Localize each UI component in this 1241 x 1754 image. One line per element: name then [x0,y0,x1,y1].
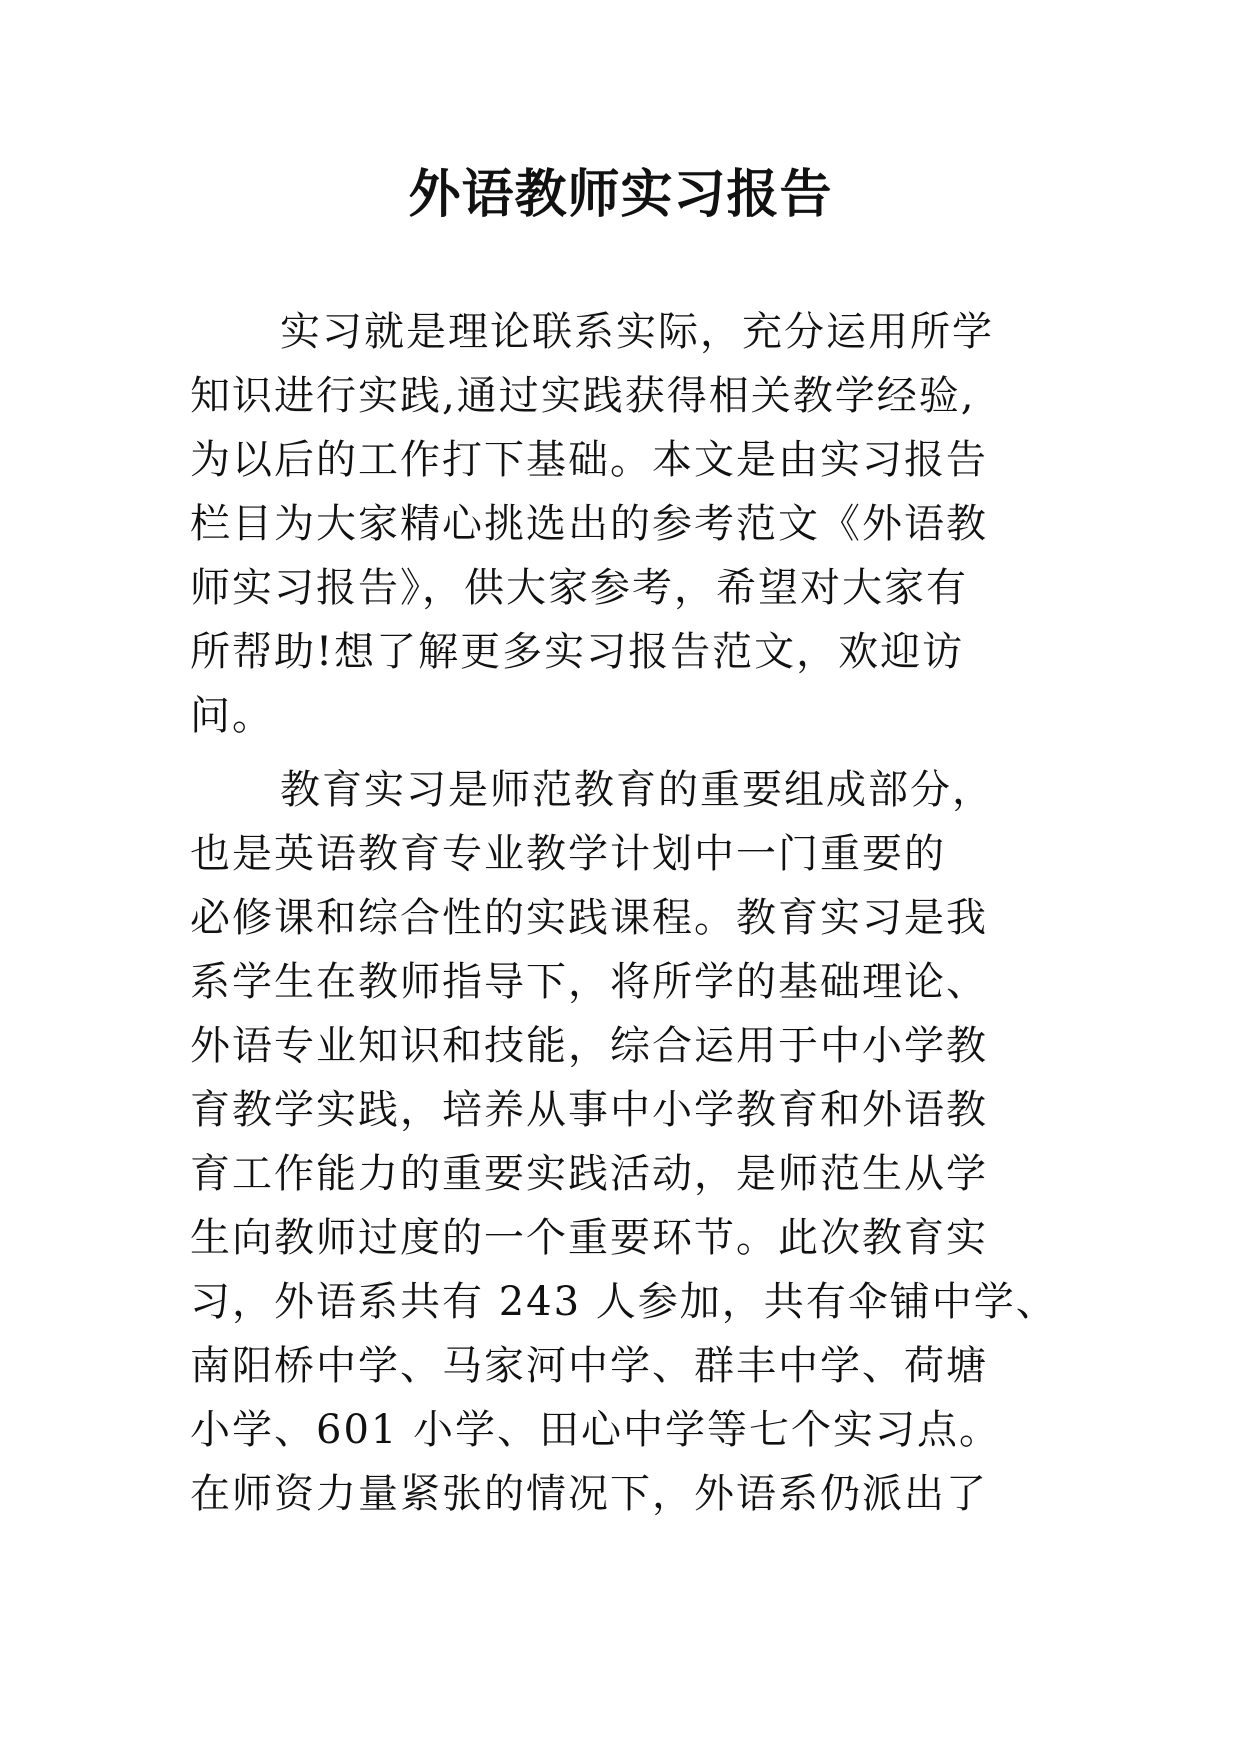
paragraph2-line-10: 南阳桥中学、马家河中学、群丰中学、荷塘 [190,1343,988,1389]
paragraph2-line-1: 教育实习是师范教育的重要组成部分， [280,767,994,813]
paragraph2-line-4: 系学生在教师指导下，将所学的基础理论、 [190,959,988,1005]
paragraph2-line-6: 育教学实践，培养从事中小学教育和外语教 [190,1087,988,1133]
document-title: 外语教师实习报告 [408,164,833,225]
paragraph1-line-7: 问。 [190,693,274,739]
paragraph1-line-2: 知识进行实践,通过实践获得相关教学经验, [190,373,976,419]
paragraph2-line-8: 生向教师过度的一个重要环节。此次教育实 [190,1215,988,1261]
paragraph2-line-12: 在师资力量紧张的情况下，外语系仍派出了 [190,1471,988,1517]
paragraph1-line-6: 所帮助!想了解更多实习报告范文，欢迎访 [190,629,965,675]
paragraph2-line-5: 外语专业知识和技能，综合运用于中小学教 [190,1023,988,1069]
paragraph2-line-11: 小学、601 小学、田心中学等七个实习点。 [190,1407,1002,1453]
paragraph2-line-7: 育工作能力的重要实践活动，是师范生从学 [190,1151,988,1197]
paragraph1-line-1: 实习就是理论联系实际，充分运用所学 [280,309,994,355]
paragraph2-line-3: 必修课和综合性的实践课程。教育实习是我 [190,895,988,941]
paragraph1-line-3: 为以后的工作打下基础。本文是由实习报告 [190,437,988,483]
paragraph1-line-5: 师实习报告》，供大家参考，希望对大家有 [190,565,968,611]
paragraph2-line-2: 也是英语教育专业教学计划中一门重要的 [190,831,946,877]
paragraph1-line-4: 栏目为大家精心挑选出的参考范文《外语教 [190,501,988,547]
paragraph2-line-9: 习，外语系共有 243 人参加，共有伞铺中学、 [190,1279,1058,1325]
